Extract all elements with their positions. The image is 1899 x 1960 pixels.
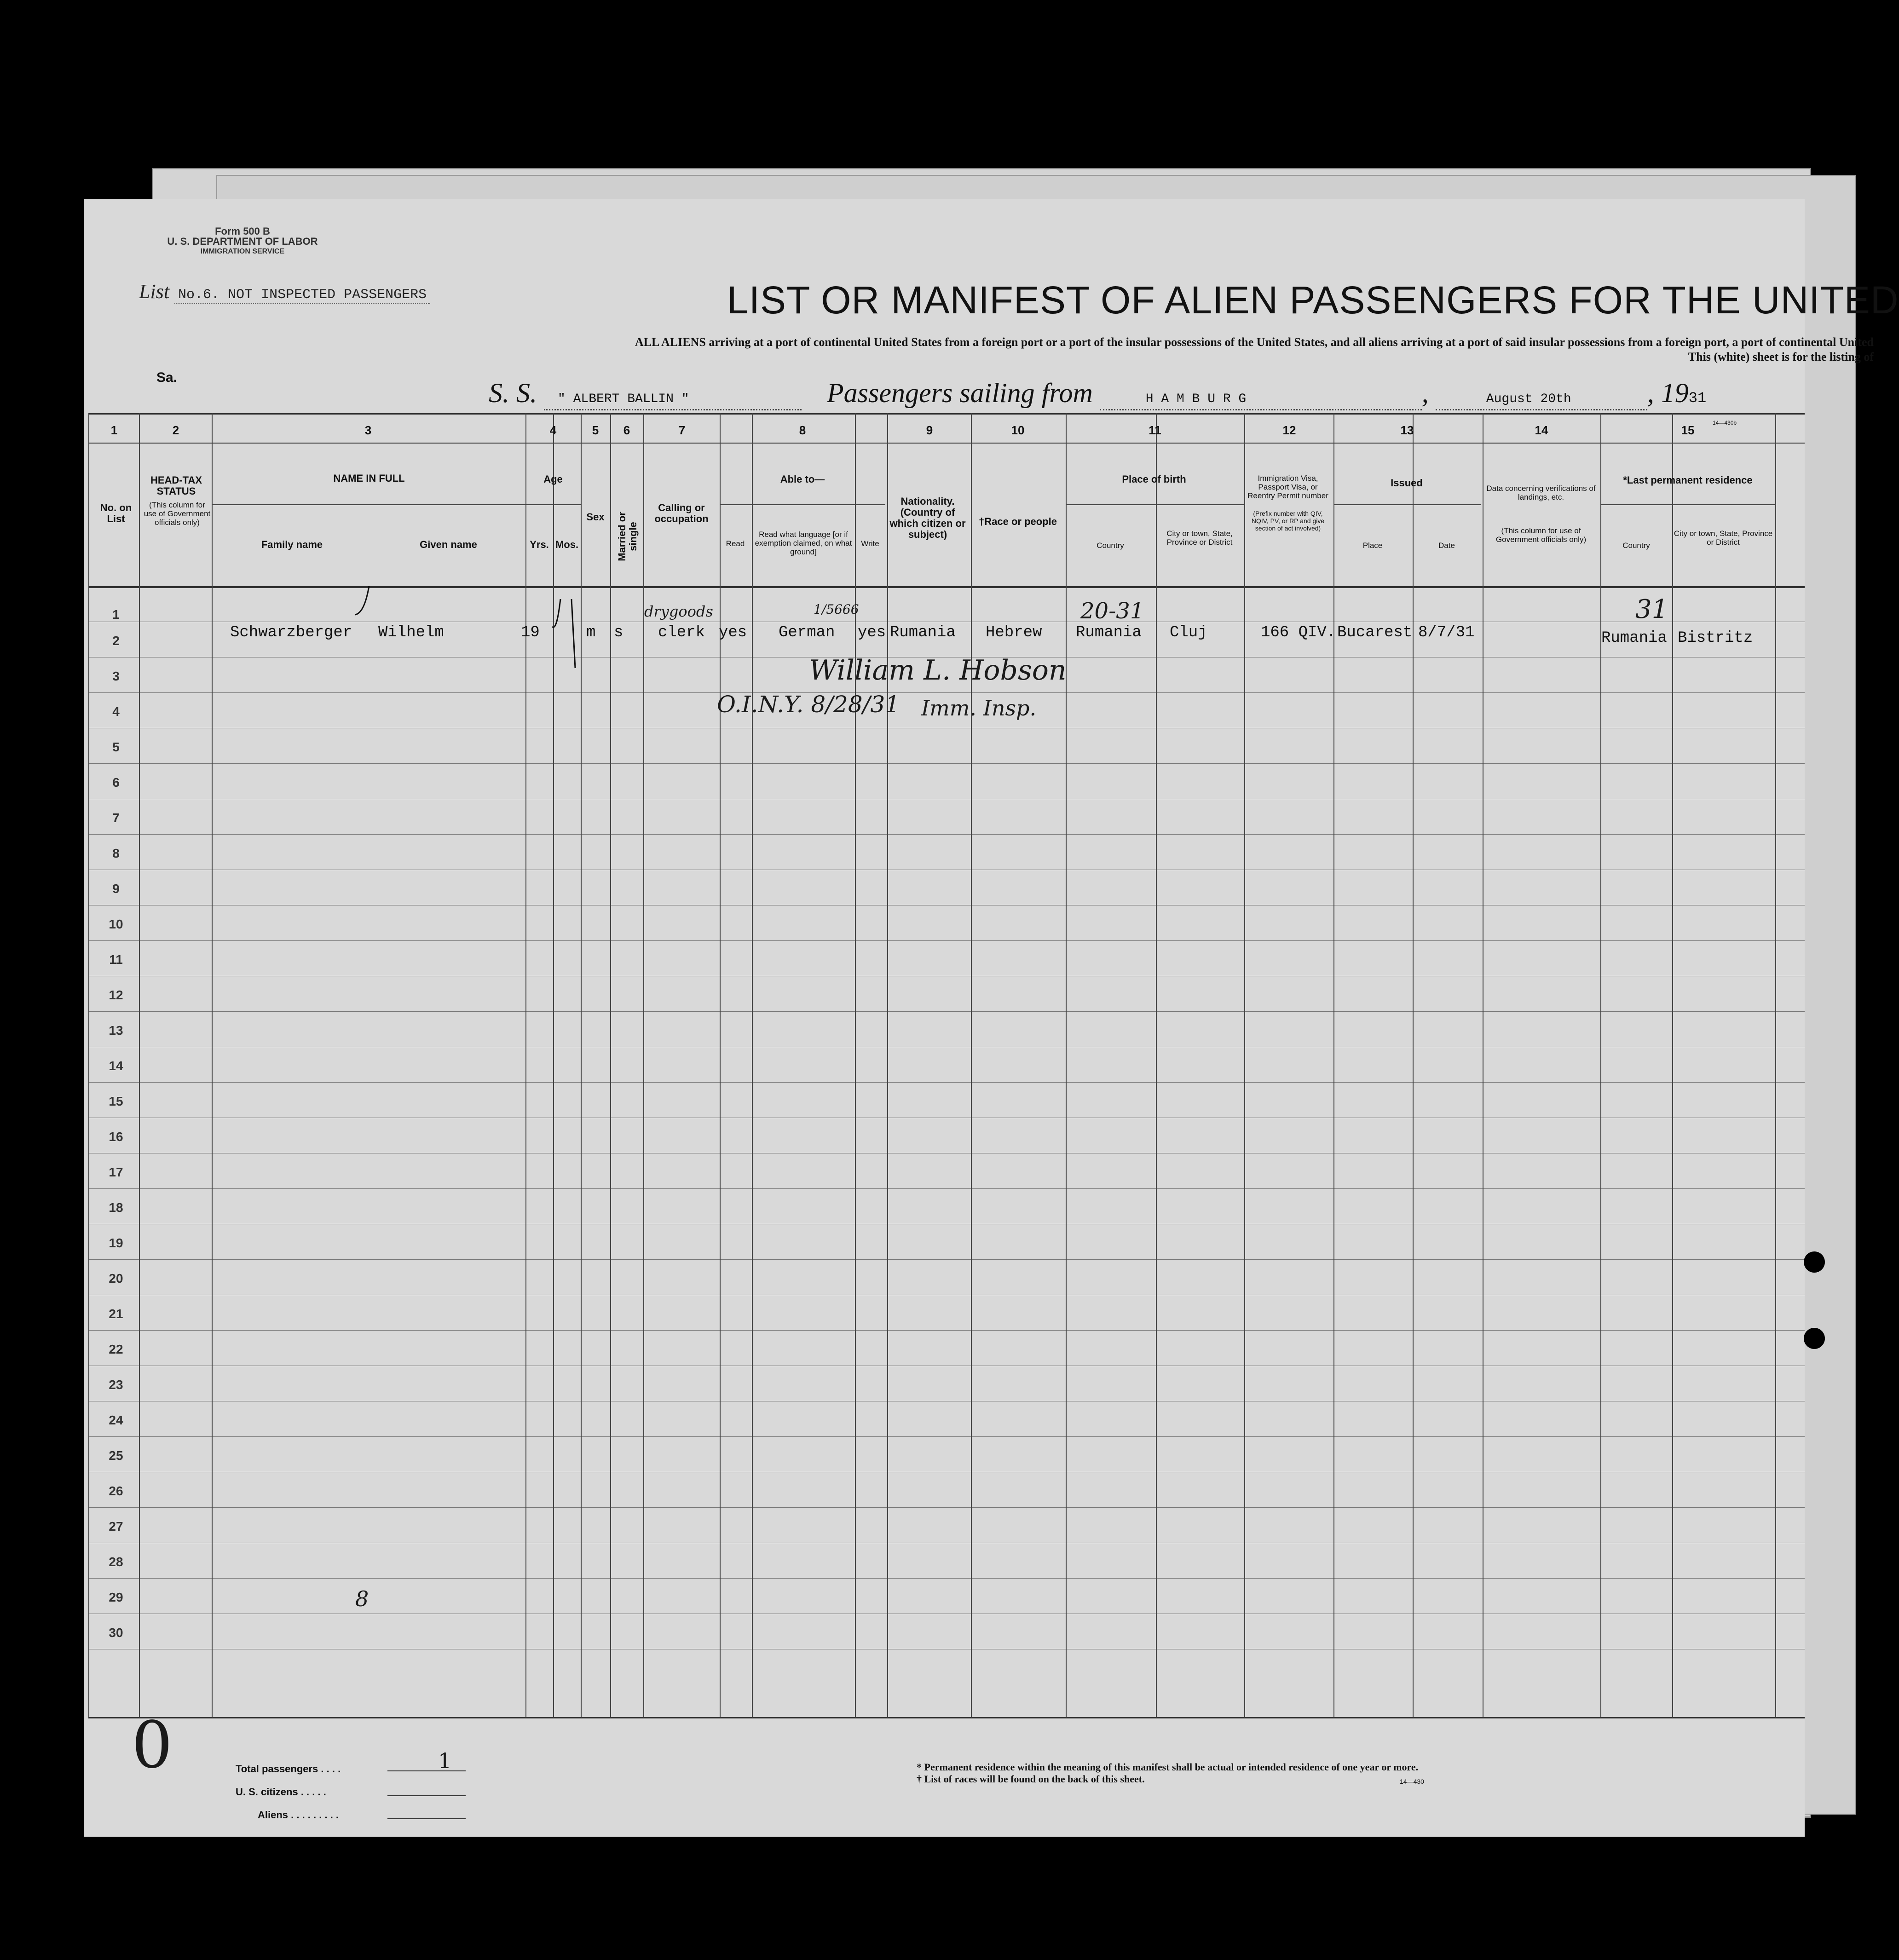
header-place-of-birth: Place of birth (1122, 473, 1186, 485)
footnote-residence: * Permanent residence within the meaning of this manifest shall be actual or intended residence of one year or more. (917, 1761, 1419, 1773)
header-birth-country: Country (1097, 541, 1124, 550)
residence-city: Bistritz (1678, 629, 1753, 647)
column-number: 3 (364, 423, 372, 437)
header-yrs: Yrs. (530, 539, 549, 550)
birth-mark: 20-31 (1080, 598, 1144, 624)
row-number: 19 (109, 1236, 123, 1250)
column-number: 9 (926, 423, 933, 437)
list-label: List (139, 280, 170, 303)
check-mark-name (355, 586, 369, 615)
header-issued: Issued (1391, 477, 1423, 489)
row-number: 30 (109, 1626, 123, 1640)
row-number: 24 (109, 1413, 123, 1427)
total-passengers-line (387, 1770, 466, 1771)
form-number: Form 500 B (215, 225, 270, 237)
column-number: 6 (623, 423, 630, 437)
row-number: 7 (112, 811, 120, 825)
column-number: 2 (172, 423, 179, 437)
age-years: 19 (521, 624, 540, 641)
footnote-races: † List of races will be found on the back of this sheet. (917, 1773, 1145, 1785)
ship-name: " ALBERT BALLIN " (558, 392, 689, 406)
row-number: 2 (112, 634, 120, 648)
margin-mark: 0 (132, 1708, 173, 1783)
row-number: 20 (109, 1271, 123, 1286)
row-number: 14 (109, 1059, 123, 1073)
sa-label: Sa. (156, 370, 178, 385)
race: Hebrew (986, 624, 1042, 641)
row-number: 10 (109, 917, 123, 931)
row-number: 16 (109, 1130, 123, 1144)
birth-country: Rumania (1076, 624, 1142, 641)
birth-city: Cluj (1170, 624, 1207, 641)
header-read: Read (726, 539, 745, 548)
header-given-name: Given name (420, 539, 477, 550)
us-citizens-line (387, 1795, 466, 1796)
header-read-language: Read what language [or if exemption claimed, on what ground] (755, 530, 852, 556)
sailing-label: Passengers sailing from (827, 378, 1093, 408)
header-data-concerning: Data concerning verifications of landings, etc. (1486, 484, 1596, 502)
row-number: 21 (109, 1307, 123, 1321)
row-number: 11 (109, 952, 123, 967)
footnotes (917, 1761, 1418, 1785)
header-res-city: City or town, State, Province or District (1674, 529, 1773, 547)
issued-place: Bucarest (1337, 624, 1413, 641)
service: IMMIGRATION SERVICE (200, 248, 285, 255)
header-birth-city: City or town, State, Province or District (1166, 529, 1233, 547)
list-value: No.6. NOT INSPECTED PASSENGERS (174, 287, 430, 304)
issued-date: 8/7/31 (1418, 624, 1475, 641)
row-number: 3 (112, 669, 120, 683)
header-issued-place: Place (1362, 541, 1383, 550)
row-number: 12 (109, 988, 123, 1002)
residence-mark: 31 (1635, 594, 1668, 624)
column-number: 15 (1681, 423, 1695, 437)
column-number: 12 (1282, 423, 1296, 437)
inspector-signature: William L. Hobson (809, 654, 1067, 686)
check-marks (84, 199, 1805, 1837)
header-race: †Race or people (979, 516, 1057, 527)
column-number: 13 (1400, 423, 1414, 437)
row-number: 22 (109, 1342, 123, 1356)
row-number: 8 (112, 846, 120, 860)
row-number: 23 (109, 1378, 123, 1392)
nationality: Rumania (890, 624, 956, 641)
ship-prefix: S. S. (489, 378, 537, 408)
row-number: 4 (112, 704, 120, 719)
language-mark: 1/5666 (814, 602, 859, 617)
row-number: 28 (109, 1555, 123, 1569)
row-number: 13 (109, 1023, 123, 1038)
total-passengers-label: Total passengers . . . . (236, 1763, 341, 1775)
header-name-in-full: NAME IN FULL (333, 473, 405, 484)
header-head-tax: HEAD-TAX STATUS (150, 474, 202, 497)
column-number: 14 (1535, 423, 1548, 437)
binder-hole (1804, 1251, 1825, 1273)
signature-date: O.I.N.Y. 8/28/31 (717, 691, 900, 718)
header-mos: Mos. (555, 539, 579, 550)
occupation-note: drygoods (644, 603, 713, 620)
header-family-name: Family name (261, 539, 323, 550)
binder-hole (1804, 1328, 1825, 1349)
occupation: clerk (658, 624, 705, 641)
can-read: yes (719, 624, 747, 641)
header-married: Married or single (616, 512, 639, 561)
row-28-mark: 8 (355, 1586, 369, 1611)
subtitle-line-2: This (white) sheet is for the listing of (1688, 350, 1874, 363)
subtitle-line-1: ALL ALIENS arriving at a port of continental United States from a foreign port or a port of the insular possessions of the United States, and all aliens arriving at a port of said insular possessions from a foreign port, a port of continental United (635, 335, 1874, 349)
visa-number: 166 QIV. (1261, 624, 1336, 641)
header-res-country: Country (1622, 541, 1650, 550)
header-last-residence: *Last permanent residence (1623, 474, 1753, 486)
header-able-to: Able to— (780, 473, 825, 485)
row-number: 26 (109, 1484, 123, 1498)
row-number: 17 (109, 1165, 123, 1179)
header-head-tax-note: (This column for use of Government officials only) (144, 501, 211, 527)
can-write: yes (858, 624, 886, 641)
check-mark-sex (571, 599, 575, 668)
family-name: Schwarzberger (230, 624, 352, 641)
aliens-label: Aliens . . . . . . . . . (258, 1809, 339, 1821)
header-no-on-list: No. on List (100, 502, 132, 525)
column-number: 8 (799, 423, 806, 437)
row-number: 5 (112, 740, 120, 754)
header-issued-date: Date (1438, 541, 1455, 550)
column-number: 10 (1011, 423, 1025, 437)
header-visa: Immigration Visa, Passport Visa, or Reentry Permit number (1247, 474, 1328, 500)
language: German (779, 624, 835, 641)
sex: m (586, 624, 596, 641)
column-number: 7 (678, 423, 686, 437)
header-nationality: Nationality. (Country of which citizen or subject) (889, 496, 966, 540)
given-name: Wilhelm (378, 624, 444, 641)
us-citizens-label: U. S. citizens . . . . . (236, 1786, 326, 1798)
row-number: 27 (109, 1519, 123, 1533)
row-number: 29 (109, 1590, 123, 1604)
department: U. S. DEPARTMENT OF LABOR (167, 236, 318, 247)
page-title: LIST OR MANIFEST OF ALIEN PASSENGERS FOR THE UNITED (727, 278, 1899, 322)
residence-country: Rumania (1601, 629, 1667, 647)
sailing-date: August 20th (1486, 392, 1571, 406)
marital-status: s (614, 624, 623, 641)
total-passengers-value: 1 (438, 1748, 452, 1773)
ship-line: S. S. " ALBERT BALLIN " Passengers sailing from H A M B U R G , August 20th , 1931 (489, 377, 1706, 410)
signature-title: Imm. Insp. (921, 696, 1037, 721)
row-number: 1 (112, 607, 120, 622)
header-age: Age (543, 473, 563, 485)
header-sex: Sex (586, 511, 605, 523)
sailing-port: H A M B U R G (1145, 392, 1247, 406)
row-number: 6 (112, 775, 120, 790)
row-number: 9 (112, 882, 120, 896)
header-data-note: (This column for use of Government officials only) (1495, 526, 1587, 544)
header-write: Write (861, 539, 879, 548)
year-prefix: 19 (1661, 378, 1689, 408)
row-number: 18 (109, 1200, 123, 1215)
column-number: 5 (592, 423, 599, 437)
check-mark-age (552, 599, 560, 627)
year-suffix: 31 (1688, 390, 1707, 407)
column-number: 11 (1149, 423, 1161, 437)
header-visa-note: (Prefix number with QIV, NQIV, PV, or RP and give section of act involved) (1251, 510, 1325, 532)
row-number: 15 (109, 1094, 123, 1108)
column-number: 4 (549, 423, 557, 437)
column-number: 1 (110, 423, 118, 437)
header-calling: Calling or occupation (654, 502, 709, 525)
form-code: 14—430b (1713, 420, 1737, 426)
row-number: 25 (109, 1448, 123, 1463)
aliens-line (387, 1818, 466, 1819)
footnote-code: 14—430 (1400, 1778, 1424, 1785)
manifest-sheet (84, 199, 1899, 1837)
